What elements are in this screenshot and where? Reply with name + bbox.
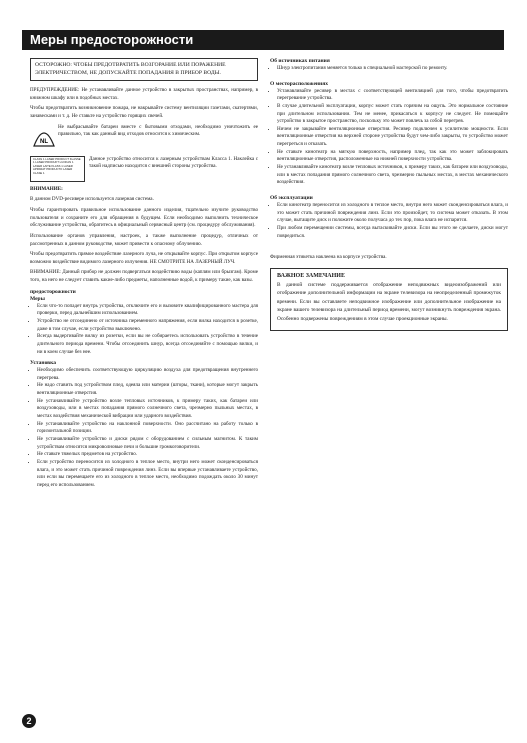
attention-4: Чтобы предотвратить прямое воздействие лазерного луча, не открывайте корпус. При открытом корпусе возможно воздействие видимого лазерного излучения. НЕ СМОТРИТЕ НА ЛАЗЕРНЫЙ ЛУЧ. xyxy=(30,251,258,265)
list-item: • Не устанавливайте устройство на наклонной поверхности. Оно рассчитано на работу только в горизонтальной позиции. xyxy=(37,421,258,436)
list-item: • При любом перемещении системы, всегда вытаскивайте диски. Если вы этого не сделаете, диски могут повредиться. xyxy=(277,225,508,240)
location-list xyxy=(270,88,508,187)
list-item: • Не ставьте тяжелых предметов на устройство. xyxy=(37,451,258,459)
install-list xyxy=(30,367,258,489)
attention-2: Чтобы гарантировать правильное использование данного изделия, тщательно изучите руководство пользователя и сохраните его для обращения в будущем. Если необходимо выполнить техническое обслуживание устройства, обратитесь в официальный сервисный центр (см. процедуру обслуживания). xyxy=(30,206,258,229)
page-header xyxy=(22,30,504,50)
page-title: Меры предосторожности xyxy=(30,32,194,47)
list-item: • Необходимо обеспечить соответствующую циркуляцию воздуха для предотвращения внутреннего перегрева. xyxy=(37,367,258,382)
attention-3: Использование органов управления, настроек, а также выполнение процедур, отличных от рассмотренных в данном руководстве, может привести к опасному облучению. xyxy=(30,232,258,247)
list-item: • Не ставьте кинотеатр на мягкую поверхность, например плед, так как это может заблокировать вентиляционные отверстия, расположенные на нижней поверхности устройства. xyxy=(277,149,508,164)
operation-title: Об эксплуатации xyxy=(270,194,313,201)
notice-text: В данной системе поддерживается отображение неподвижных видеоизображений или отображение дополнительной информации на экране телевизора на неопределенный промежуток времени. Если вы оставляете неподвижное изображение или дополнительное изображение на экране вашего телевизора на длительный период времени, могут возникнуть повреждения экрана. Особенно подвержены повреждениям в этом случае проекционные экраны. xyxy=(277,281,501,322)
list-item: • Если что-то попадет внутрь устройства, отключите его и вызовите квалифицированного мастера для проверки, перед дальнейшим использованием. xyxy=(37,303,258,318)
left-column xyxy=(30,58,258,491)
install-title: Установка xyxy=(30,360,56,367)
list-item: • Если кинотеатр переносится из холодного в теплое место, внутри него может сконденсироваться влага, и это может стать причиной повреждения линз. Если это произойдет, то система может отказать. В этом случае, вытащите диск и положите около получаса до тех пор, пока влага не испарится. xyxy=(277,202,508,225)
battery-text: Не выбрасывайте батареи вместе с бытовыми отходами, необходимо уничтожить ее правильно, так как данный вид отходов относится к химическим. xyxy=(58,123,258,138)
laser-text: Данное устройство относится к лазерным устройствам Класса 1. Наклейка с такой надписью находится с внешней стороны устройства. xyxy=(89,155,258,170)
page-number: 2 xyxy=(22,714,36,728)
list-item: • В случае длительной эксплуатации, корпус может стать горячим на ощупь. Это нормальное состояние при длительном использовании. Тем не менее, прикасаться к корпусу не следует. Не помещайте устройство в закрытое пространство, поскольку это может повлечь за собой перегрев. xyxy=(277,103,508,126)
attention-5: ВНИМАНИЕ: Данный прибор не должен подвергаться воздействию воды (каплям или брызгам). Кроме того, на него не следует ставить какие-либо предметы, наполненные водой, к примеру такие, как вазы. xyxy=(30,269,258,284)
list-item: • Ничем не закрывайте вентиляционные отверстия. Ресивер подключен к усилителю мощности. Если вентиляционные отверстия на верхней стороне устройства будут чем-либо закрыты, то устройство может перегреться и отказать. xyxy=(277,126,508,149)
list-item: • Не устанавливайте устройство возле тепловых источников, к примеру таких, как батареи или воздуховоды, или в местах попадания прямого солнечного света, чрезмерно пыльных местах, в местах воздействия механической вибрации или ударного воздействия. xyxy=(37,398,258,421)
attention-title: ВНИМАНИЕ: xyxy=(30,185,63,192)
list-item: • Шнур электропитания меняется только в специальной мастерской по ремонту. xyxy=(277,65,508,73)
list-item: • Всегда выдергивайте вилку из розетки, если вы не собираетесь использовать устройство в течение длительного периода времени. Чтобы отсоединить шнур, всегда отсоединяйте с помощью вилки, и ни в коем случае без нее. xyxy=(37,333,258,356)
caution-box: ОСТОРОЖНО: ЧТОБЫ ПРЕДОТВРАТИТЬ ВОЗГОРАНИЕ ИЛИ ПОРАЖЕНИЕ ЭЛЕКТРИЧЕСТВОМ, НЕ ДОПУСКАЙТЕ ПОПАДАНИЯ В ПРИБОР ВОДЫ. xyxy=(30,58,258,81)
precautions-title: предосторожности xyxy=(30,288,76,295)
important-notice-box xyxy=(270,268,508,331)
list-item: • Устанавливайте ресивер в местах с соответствующей вентиляцией для того, чтобы предотвратить перегревание устройства. xyxy=(277,88,508,103)
location-title: О месторасположениях xyxy=(270,80,328,87)
list-item: • Не устанавливайте устройство и диски рядом с оборудованием с сильным магнитом. К таким устройствам относятся микроволновые печи и большие громкоговорители. xyxy=(37,436,258,451)
list-item: • Если устройство переносится из холодного в теплое место, внутри него может сконденсироваться влага, и это может стать причиной повреждения линз. Если вы впервые устанавливаете устройство, или если вы перемещаете его из холодного в теплое место, необходимо подождать около 30 минут перед его использованием. xyxy=(37,459,258,490)
nl-recycle-icon xyxy=(30,124,58,152)
warning-text: ПРЕДУПРЕЖДЕНИЕ: Не устанавливайте данное устройство в закрытых пространствах, например, в книжном шкафу или в подобных местах. xyxy=(30,87,258,101)
right-column xyxy=(270,58,508,331)
laser-row xyxy=(30,156,258,182)
battery-row xyxy=(30,124,258,152)
notice-title: ВАЖНОЕ ЗАМЕЧАНИЕ xyxy=(277,272,345,279)
power-list xyxy=(270,65,508,73)
list-item: • Не устанавливайте кинотеатр возле тепловых источников, к примеру таких, как батареи или воздуховоды, или в местах попадания прямого солнечного света, чрезмерно пыльных местах, в местах механического воздействия. xyxy=(277,164,508,187)
power-title: Об источниках питания xyxy=(270,58,330,64)
list-item: • Устройство не отсоединено от источника переменного напряжения, если вилка находится в розетке, даже в том случае, если устройство выключено. xyxy=(37,318,258,333)
list-item: • Не надо ставить под устройством плед, одеяла или материи (шторы, ткани), которые могут закрыть вентиляционные отверстия. xyxy=(37,382,258,397)
laser-class-label: CLASS 1 LASER PRODUCT KLASSE 1 LASER PRODUKT LUOKAN 1 LASER LAITE KLASS 1 LASER APPARAT PRODUCTO LASER CLASE 1 xyxy=(30,156,85,182)
attention-1: В данном DVD-ресивере используется лазерная система. xyxy=(30,196,154,203)
operation-list xyxy=(270,202,508,240)
ventilation-text: Чтобы предотвратить возникновение пожара, не накрывайте систему вентиляции газетами, скатертями, занавесками и т. д. Не ставьте на устройство горящих свечей. xyxy=(30,105,258,120)
measures-list xyxy=(30,303,258,356)
measures-title: Меры xyxy=(30,295,45,302)
label-note: Фирменная этикетка наклеена на корпусе устройства. xyxy=(270,254,387,261)
svg-text:NL: NL xyxy=(40,138,48,145)
